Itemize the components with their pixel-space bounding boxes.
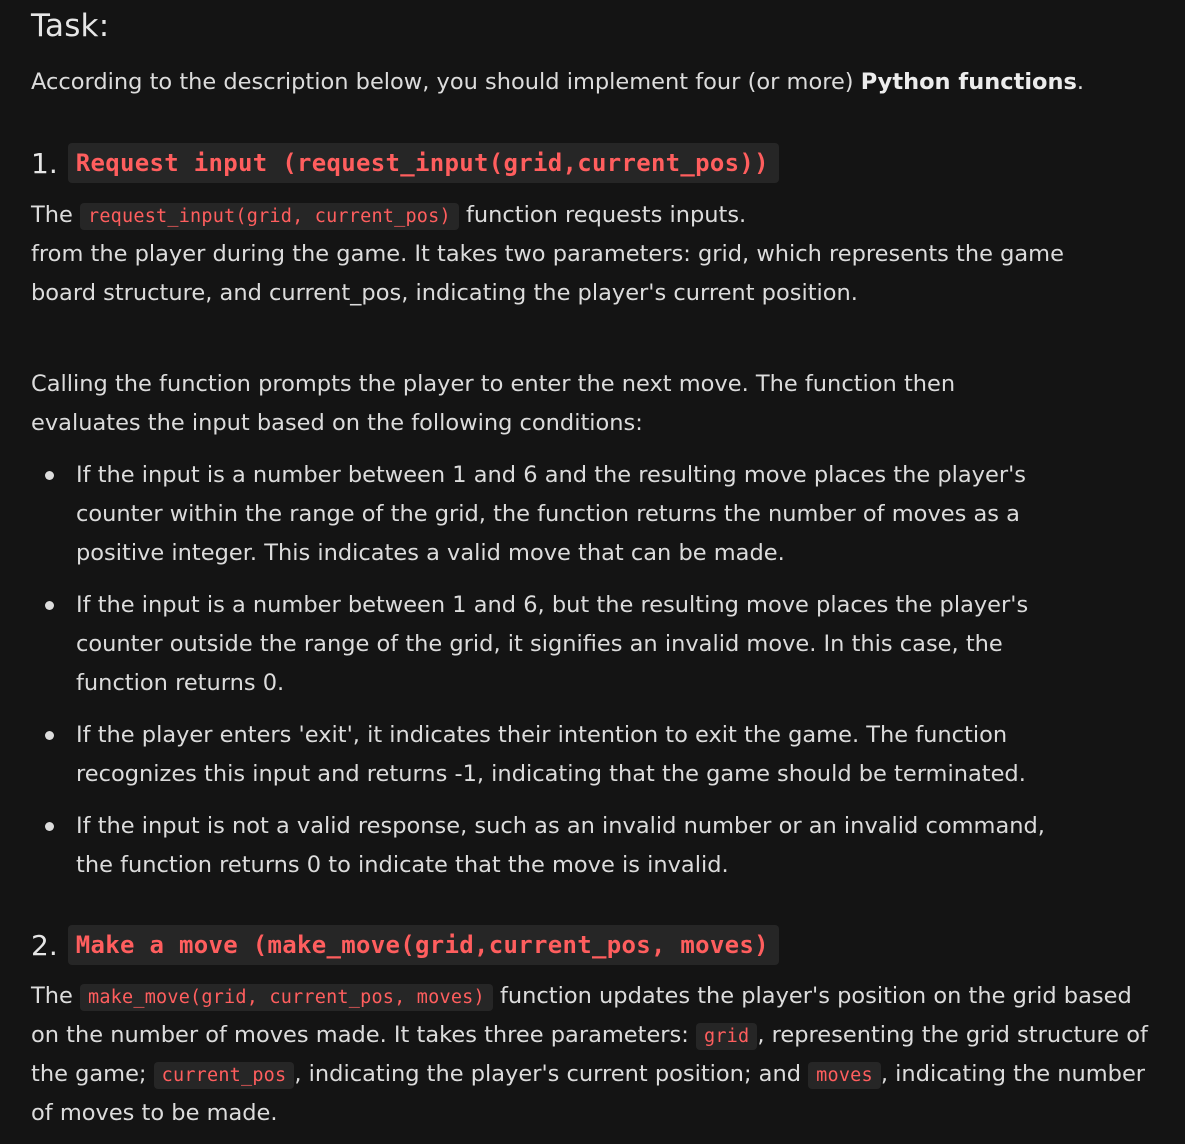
section2-heading (31, 925, 779, 965)
list-item-line: If the input is a number between 1 and 6, but the resulting move places the player's (76, 592, 1029, 618)
bullet-icon (45, 731, 54, 740)
section2-line1 (31, 977, 1132, 1017)
section1-para2-line1: Calling the function prompts the player to enter the next move. The function then (31, 371, 956, 397)
grid-inline-code: grid (696, 1023, 757, 1050)
list-item-line: counter outside the range of the grid, it signifies an invalid move. In this case, the (76, 631, 1003, 657)
list-item-line: function returns 0. (76, 670, 285, 696)
section1-line3: board structure, and current_pos, indicating the player's current position. (31, 280, 858, 306)
current-pos-inline-code: current_pos (154, 1062, 295, 1089)
section1-line2: from the player during the game. It takes two parameters: grid, which represents the game (31, 241, 1064, 267)
task-title: Task: (31, 8, 110, 44)
section1-line1-post: function requests inputs. (458, 202, 747, 228)
section1-number: 1. (31, 146, 58, 180)
section2-line4: of moves to be made. (31, 1100, 278, 1126)
moves-inline-code: moves (808, 1062, 881, 1089)
bullet-icon (45, 822, 54, 831)
section2-line2-pre: on the number of moves made. It takes three parameters: (31, 1022, 696, 1048)
list-item-line: the function returns 0 to indicate that the move is invalid. (76, 852, 729, 878)
bullet-icon (45, 471, 54, 480)
section2-line1-post: function updates the player's position on the grid based (492, 983, 1132, 1009)
section2-line2-post: , representing the grid structure of (757, 1022, 1148, 1048)
intro-text: According to the description below, you should implement four (or more) (31, 69, 861, 95)
intro-paragraph (31, 63, 1084, 102)
intro-bold: Python functions (860, 69, 1077, 95)
section1-para2-line2: evaluates the input based on the following conditions: (31, 410, 643, 436)
list-item-line: If the input is not a valid response, such as an invalid number or an invalid command, (76, 813, 1045, 839)
list-item-line: If the player enters 'exit', it indicates their intention to exit the game. The function (76, 722, 1008, 748)
section2-line3-post: , indicating the number (880, 1061, 1146, 1087)
section1-inline-code: request_input(grid, current_pos) (80, 203, 459, 230)
list-item-line: recognizes this input and returns -1, indicating that the game should be terminated. (76, 761, 1026, 787)
list-item-line: counter within the range of the grid, the function returns the number of moves as a (76, 501, 1020, 527)
section2-inline-code: make_move(grid, current_pos, moves) (80, 984, 493, 1011)
list-item-line: If the input is a number between 1 and 6 and the resulting move places the player's (76, 462, 1026, 488)
section2-heading-code: Make a move (make_move(grid,current_pos, moves) (68, 925, 779, 965)
section2-number: 2. (31, 928, 58, 962)
section2-line3-mid: , indicating the player's current position; and (294, 1061, 809, 1087)
bullet-icon (45, 601, 54, 610)
section2-line3 (31, 1055, 1145, 1095)
section2-line2 (31, 1016, 1148, 1056)
section1-heading-code: Request input (request_input(grid,current_pos)) (68, 143, 779, 183)
section2-line3-pre: the game; (31, 1061, 154, 1087)
section1-line1-pre: The (31, 202, 80, 228)
intro-end: . (1076, 69, 1085, 95)
section2-line1-pre: The (31, 983, 80, 1009)
section1-line1 (31, 196, 746, 236)
list-item-line: positive integer. This indicates a valid move that can be made. (76, 540, 785, 566)
section1-heading (31, 143, 779, 183)
